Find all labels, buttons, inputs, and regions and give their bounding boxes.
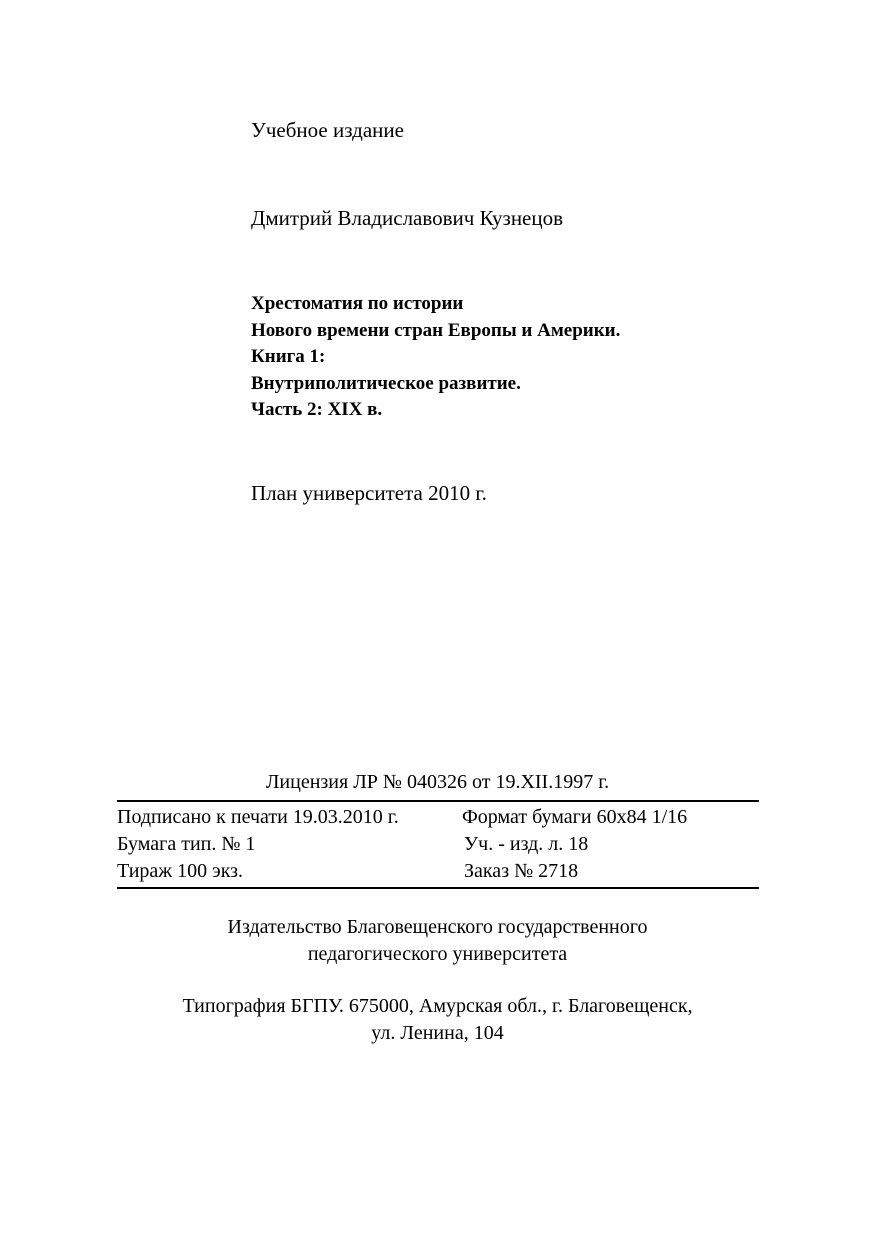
title-line: Нового времени стран Европы и Америки. (251, 319, 621, 341)
title-line: Книга 1: (251, 346, 326, 367)
publisher-info (0, 914, 875, 968)
specs-row (117, 858, 759, 885)
edition-type: Учебное издание (251, 118, 404, 142)
license-info: Лицензия ЛР № 040326 от 19.XII.1997 г. (265, 771, 610, 793)
title-line: Хрестоматия по истории (251, 293, 464, 314)
printer-line: Типография БГПУ. 675000, Амурская обл., г. Благовещенск, (182, 995, 693, 1017)
printer-line: ул. Ленина, 104 (371, 1022, 504, 1044)
title-line: Часть 2: XIX в. (251, 399, 383, 420)
paper-type: Бумага тип. № 1 (117, 833, 256, 855)
publisher-line: Издательство Благовещенского государственного (227, 916, 648, 938)
book-title (251, 291, 620, 424)
print-run: Тираж 100 экз. (117, 860, 244, 882)
publisher-line: педагогического университета (307, 943, 568, 965)
publishing-sheets: Уч. - изд. л. 18 (464, 833, 589, 855)
printer-info (0, 993, 875, 1047)
order-number: Заказ № 2718 (464, 860, 579, 882)
university-plan: План университета 2010 г. (251, 481, 487, 505)
title-line: Внутриполитическое развитие. (251, 372, 521, 394)
author-name: Дмитрий Владиславович Кузнецов (251, 206, 564, 230)
specs-row (117, 831, 759, 858)
paper-format: Формат бумаги 60х84 1/16 (462, 806, 688, 828)
print-specs-table (117, 800, 759, 889)
specs-row (117, 804, 759, 831)
signed-for-print: Подписано к печати 19.03.2010 г. (117, 806, 399, 828)
